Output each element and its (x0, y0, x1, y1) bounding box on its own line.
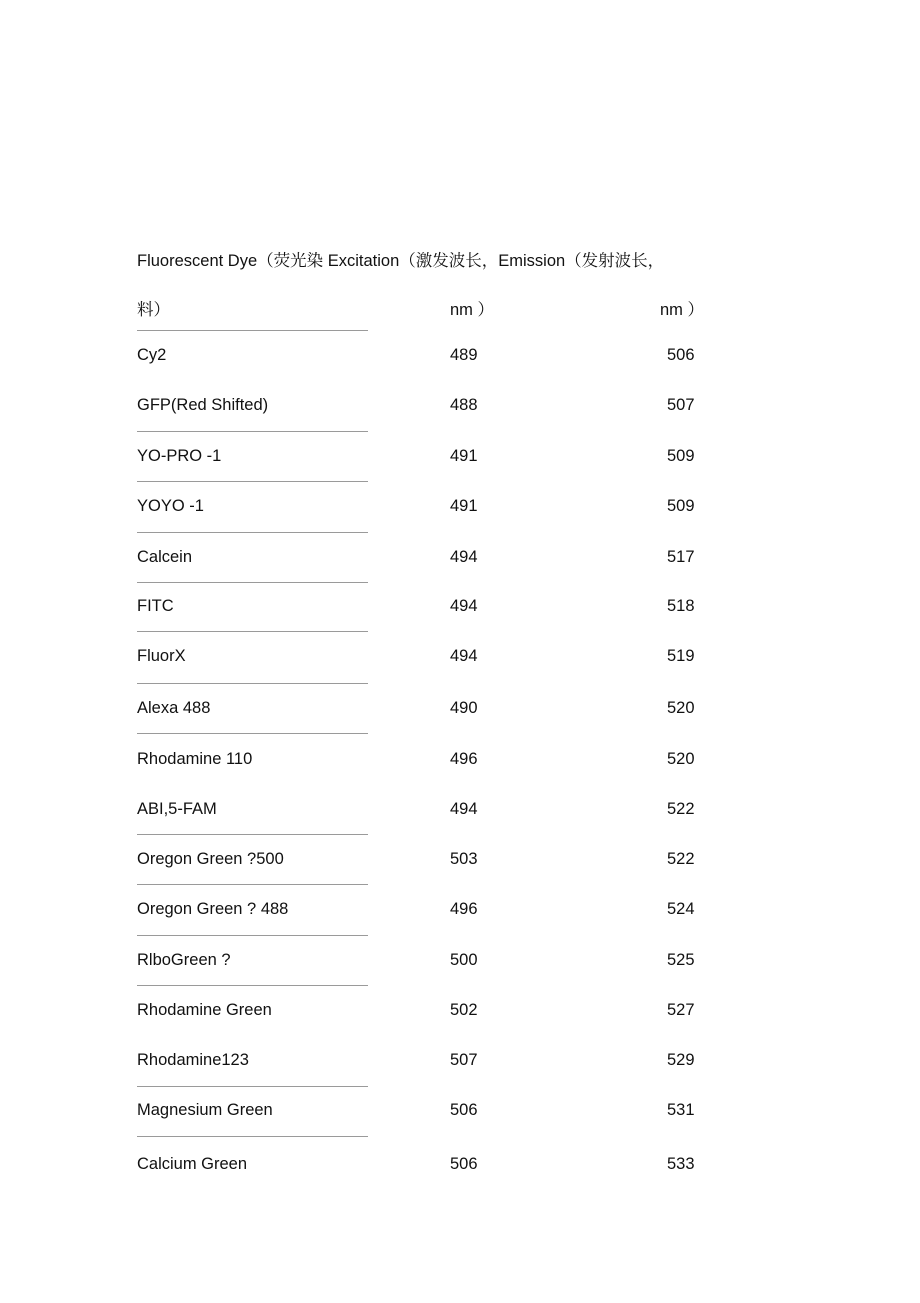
emission-cell: 527 (667, 1001, 695, 1019)
dye-name-cell: Alexa 488 (137, 699, 211, 717)
excitation-cell: 500 (450, 951, 478, 969)
table-header-line-1: Fluorescent Dye（荧光染 Excitation（激发波长，Emission（发射波长， (137, 252, 665, 270)
table-row (0, 1101, 920, 1125)
emission-cell: 522 (667, 850, 695, 868)
dye-name-cell: Cy2 (137, 346, 167, 364)
table-row (0, 346, 920, 370)
dye-name-cell: Calcein (137, 548, 193, 566)
dye-name-cell: YO-PRO -1 (137, 447, 222, 465)
dye-name-cell: RlboGreen ? (137, 951, 231, 969)
emission-cell: 531 (667, 1101, 695, 1119)
emission-cell: 509 (667, 447, 695, 465)
table-rule (137, 330, 368, 331)
table-rule (137, 1136, 368, 1137)
dye-name-cell: Rhodamine Green (137, 1001, 272, 1019)
emission-cell: 518 (667, 597, 695, 615)
excitation-cell: 494 (450, 597, 478, 615)
table-rule (137, 834, 368, 835)
emission-cell: 519 (667, 647, 695, 665)
table-header-excitation-unit: nm ） (450, 301, 495, 319)
table-rule (137, 683, 368, 684)
table-rule (137, 582, 368, 583)
table-row (0, 447, 920, 471)
excitation-cell: 502 (450, 1001, 478, 1019)
dye-name-cell: YOYO -1 (137, 497, 204, 515)
excitation-cell: 491 (450, 497, 478, 515)
table-row (0, 850, 920, 874)
emission-cell: 520 (667, 750, 695, 768)
excitation-cell: 494 (450, 800, 478, 818)
excitation-cell: 507 (450, 1051, 478, 1069)
dye-name-cell: Oregon Green ? 488 (137, 900, 289, 918)
table-row (0, 750, 920, 774)
excitation-cell: 490 (450, 699, 478, 717)
table-row (0, 1155, 920, 1179)
emission-cell: 517 (667, 548, 695, 566)
table-row (0, 548, 920, 572)
table-rule (137, 431, 368, 432)
emission-cell: 533 (667, 1155, 695, 1173)
emission-cell: 529 (667, 1051, 695, 1069)
excitation-cell: 496 (450, 900, 478, 918)
dye-name-cell: Rhodamine123 (137, 1051, 249, 1069)
table-row (0, 647, 920, 671)
table-header-emission-unit: nm ） (660, 301, 705, 319)
excitation-cell: 506 (450, 1101, 478, 1119)
dye-name-cell: Oregon Green ?500 (137, 850, 284, 868)
emission-cell: 507 (667, 396, 695, 414)
table-header-dye-suffix: 料） (137, 301, 170, 319)
table-row (0, 900, 920, 924)
table-row (0, 497, 920, 521)
table-row (0, 1001, 920, 1025)
table-row (0, 800, 920, 824)
excitation-cell: 494 (450, 647, 478, 665)
excitation-cell: 503 (450, 850, 478, 868)
table-row (0, 396, 920, 420)
excitation-cell: 489 (450, 346, 478, 364)
dye-name-cell: Rhodamine 110 (137, 750, 253, 768)
emission-cell: 524 (667, 900, 695, 918)
table-rule (137, 935, 368, 936)
table-row (0, 951, 920, 975)
table-row (0, 597, 920, 621)
table-row (0, 699, 920, 723)
table-rule (137, 884, 368, 885)
table-rule (137, 733, 368, 734)
dye-name-cell: FITC (137, 597, 174, 615)
excitation-cell: 494 (450, 548, 478, 566)
dye-name-cell: GFP(Red Shifted) (137, 396, 269, 414)
dye-name-cell: FluorX (137, 647, 186, 665)
table-rule (137, 481, 368, 482)
table-rule (137, 631, 368, 632)
dye-name-cell: ABI,5-FAM (137, 800, 217, 818)
table-rule (137, 532, 368, 533)
dye-name-cell: Calcium Green (137, 1155, 248, 1173)
emission-cell: 506 (667, 346, 695, 364)
excitation-cell: 488 (450, 396, 478, 414)
emission-cell: 520 (667, 699, 695, 717)
emission-cell: 522 (667, 800, 695, 818)
excitation-cell: 496 (450, 750, 478, 768)
emission-cell: 525 (667, 951, 695, 969)
dye-name-cell: Magnesium Green (137, 1101, 273, 1119)
table-rule (137, 1086, 368, 1087)
excitation-cell: 506 (450, 1155, 478, 1173)
excitation-cell: 491 (450, 447, 478, 465)
table-rule (137, 985, 368, 986)
emission-cell: 509 (667, 497, 695, 515)
table-row (0, 1051, 920, 1075)
